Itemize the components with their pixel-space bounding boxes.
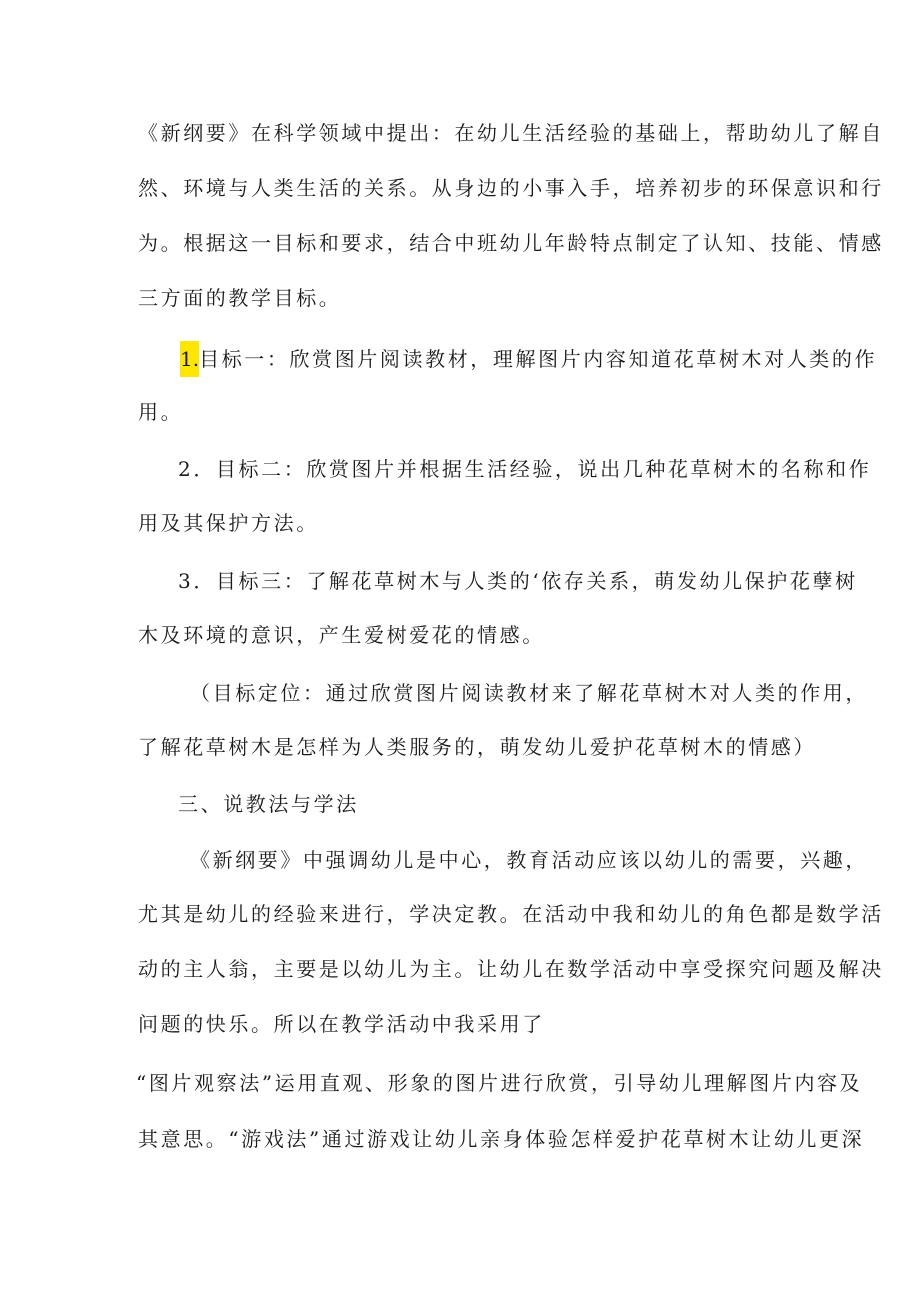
goal-1-number-highlight: 1. — [180, 341, 199, 377]
goal-3-line-1: 3．目标三：了解花草树木与人类的‘依存关系，萌发幼儿保护花孽树 — [178, 569, 858, 593]
goal-2-line-2: 用及其保护方法。 — [138, 511, 319, 535]
intro-line-3: 为。根据这一目标和要求，结合中班幼儿年龄特点制定了认知、技能、情感 — [138, 231, 884, 255]
methods-line-6: 其意思。“游戏法”通过游戏让幼儿亲身体验怎样爱护花草树木让幼儿更深 — [138, 1127, 865, 1151]
goal-1-line-1 — [180, 345, 877, 373]
goal-3-line-2: 木及环境的意识，产生爱树爱花的情感。 — [138, 623, 545, 647]
positioning-line-1: （目标定位：通过欣赏图片阅读教材来了解花草树木对人类的作用， — [190, 681, 868, 705]
intro-line-2: 然、环境与人类生活的关系。从身边的小事入手，培养初步的环保意识和行 — [138, 176, 884, 200]
methods-line-2: 尤其是幼儿的经验来进行，学决定教。在活动中我和幼儿的角色都是数学活 — [138, 902, 884, 926]
goal-1-text: 目标一：欣赏图片阅读教材，理解图片内容知道花草树木对人类的作 — [199, 347, 878, 371]
goal-1-line-2: 用。 — [138, 400, 184, 424]
section-3-heading: 三、说教法与学法 — [178, 792, 359, 816]
methods-line-1: 《新纲要》中强调幼儿是中心，教育活动应该以幼儿的需要，兴趣， — [190, 848, 868, 872]
intro-line-1: 《新纲要》在科学领域中提出：在幼儿生活经验的基础上，帮助幼儿了解自 — [138, 121, 884, 145]
methods-line-5: “图片观察法”运用直观、形象的图片进行欣赏，引导幼儿理解图片内容及 — [136, 1071, 863, 1095]
methods-line-3: 动的主人翁，主要是以幼儿为主。让幼儿在数学活动中享受探究问题及解决 — [138, 957, 884, 981]
methods-line-4: 问题的快乐。所以在教学活动中我采用了 — [138, 1012, 545, 1036]
goal-2-line-1: 2．目标二：欣赏图片并根据生活经验，说出几种花草树木的名称和作 — [178, 457, 872, 481]
intro-line-4: 三方面的教学目标。 — [138, 286, 342, 310]
positioning-line-2: 了解花草树木是怎样为人类服务的，萌发幼儿爱护花草树木的情感） — [138, 735, 816, 759]
